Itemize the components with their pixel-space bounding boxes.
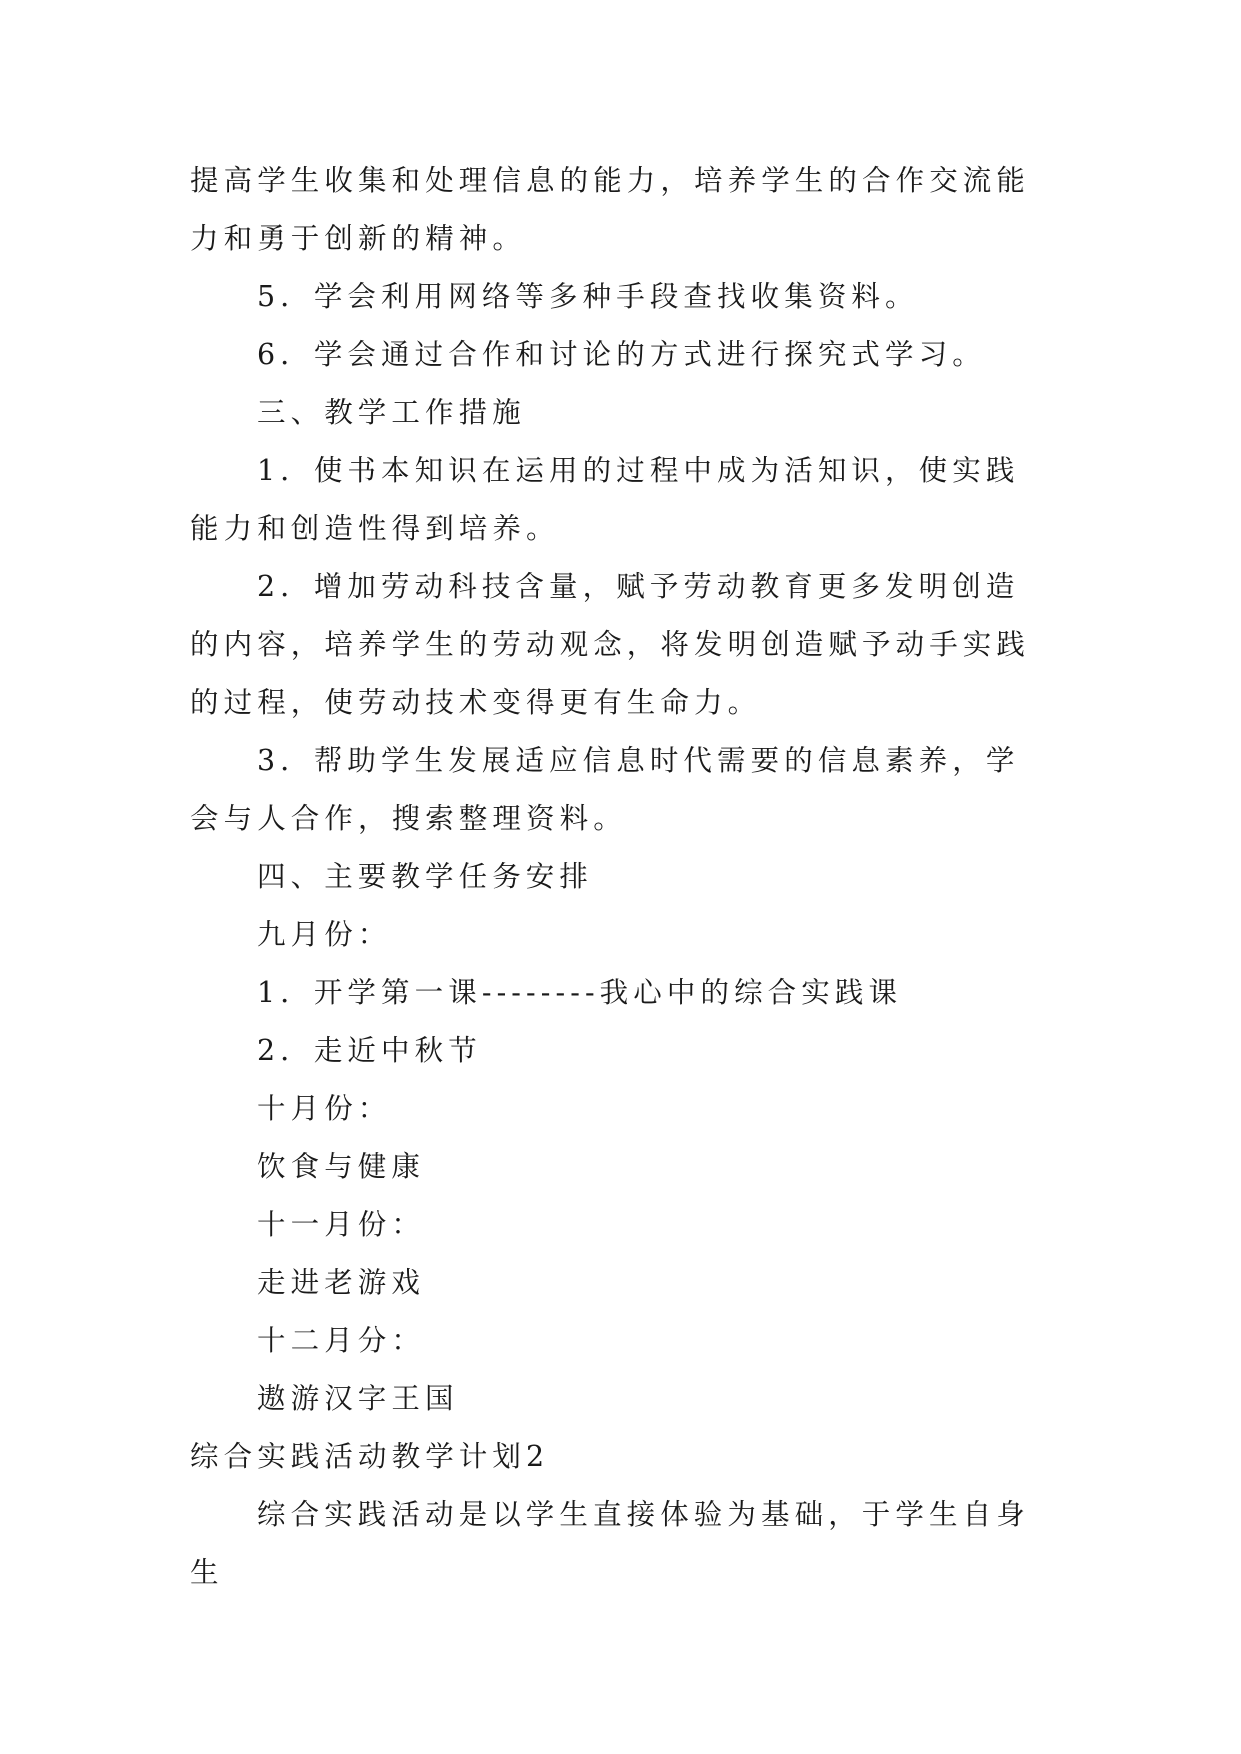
month-october: 十月份： [257, 1092, 392, 1125]
november-topic: 走进老游戏 [257, 1266, 426, 1299]
paragraph-continued: 提高学生收集和处理信息的能力，培养学生的合作交流能力和勇于创新的精神。 [190, 164, 1031, 255]
month-september: 九月份： [257, 918, 392, 951]
measure-item-3: 3．帮助学生发展适应信息时代需要的信息素养，学会与人合作，搜索整理资料。 [190, 744, 1020, 835]
list-item-5: 5．学会利用网络等多种手段查找收集资料。 [257, 280, 919, 313]
measure-item-1: 1．使书本知识在运用的过程中成为活知识，使实践能力和创造性得到培养。 [190, 454, 1020, 545]
intro-paragraph: 综合实践活动是以学生直接体验为基础，于学生自身生 [190, 1498, 1030, 1589]
list-item-6: 6．学会通过合作和讨论的方式进行探究式学习。 [257, 338, 986, 371]
document-body [190, 152, 1050, 1602]
month-november: 十一月份： [257, 1208, 426, 1241]
measure-item-2: 2．增加劳动科技含量，赋予劳动教育更多发明创造的内容，培养学生的劳动观念，将发明创造赋予动手实践的过程，使劳动技术变得更有生命力。 [190, 570, 1031, 719]
section-heading-3: 三、教学工作措施 [257, 396, 526, 429]
october-topic: 饮食与健康 [257, 1150, 426, 1183]
plan-title-2: 综合实践活动教学计划2 [190, 1440, 550, 1473]
december-topic: 遨游汉字王国 [257, 1382, 459, 1415]
september-item-2: 2．走近中秋节 [257, 1034, 482, 1067]
month-december: 十二月分： [257, 1324, 426, 1357]
section-heading-4: 四、主要教学任务安排 [257, 860, 594, 893]
september-item-1: 1．开学第一课--------我心中的综合实践课 [257, 976, 903, 1009]
